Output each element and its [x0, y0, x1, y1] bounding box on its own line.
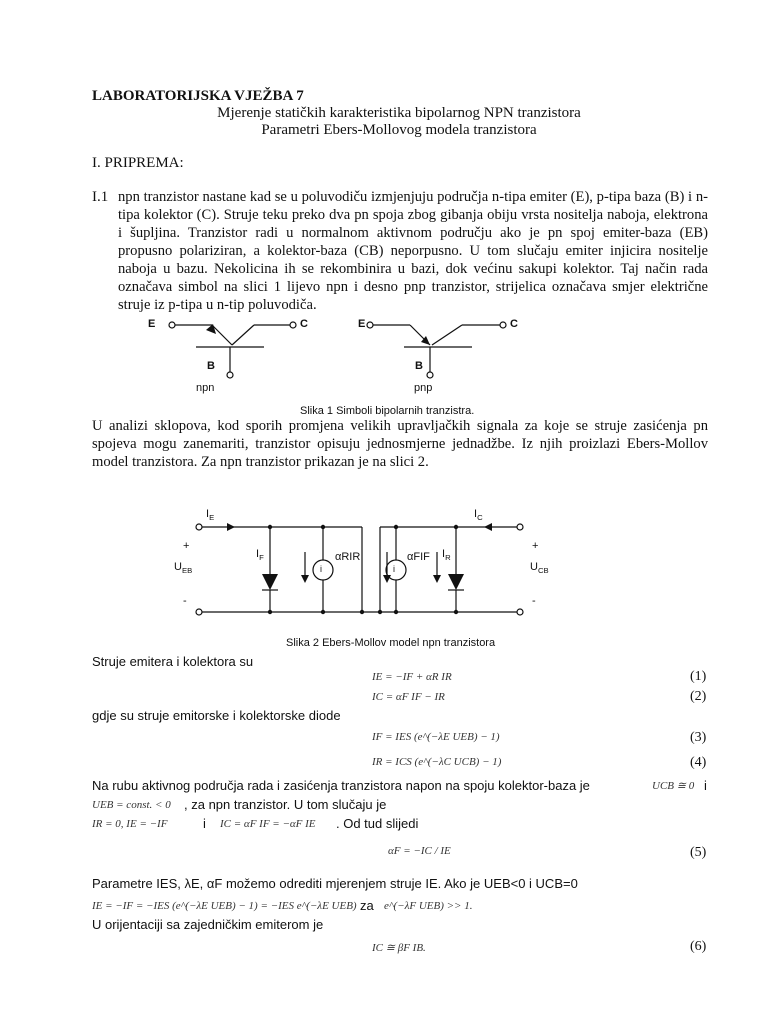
text-i-2: i	[203, 816, 206, 831]
npn-b-label: B	[207, 360, 215, 372]
arrow-ie-icon	[227, 523, 235, 531]
pnp-e-label: E	[358, 318, 366, 330]
diode-right-icon	[448, 574, 464, 590]
pnp-b-label: B	[415, 360, 423, 372]
npn-c-label: C	[300, 318, 308, 330]
para-parameters: Parametre IES, λE, αF možemo odrediti mjerenjem struje IE. Ako je UEB<0 i UCB=0	[92, 876, 578, 891]
label-alpha-f-if: αFIF	[407, 551, 430, 563]
doc-subtitle-2: Parametri Ebers-Mollovog modela tranzistora	[261, 122, 537, 138]
equation-6-number: (6)	[690, 939, 707, 954]
eq-condition: e^(−λF UEB) >> 1.	[384, 900, 473, 912]
equation-5: αF = −IC / IE	[388, 845, 451, 857]
para-analysis: U analizi sklopova, kod sporih promjena velikih upravljačkih signala za koje se struje zasićenja pn spojeva mogu zanemariti, tranzistor opisuju jednosmjerne jednadžbe. Iz njih proizlazi Ebers-Mollov model tranzistora. Za npn tranzistor prikazan je na slici 2.	[92, 418, 708, 470]
pnp-c-label: C	[510, 318, 518, 330]
para-number: I.1	[92, 189, 109, 205]
para-edge-active: Na rubu aktivnog područja rada i zasićenja tranzistora napon na spoju kolektor-baza je	[92, 778, 590, 793]
equation-2: IC = αF IF − IR	[372, 691, 445, 703]
figure-1-caption: Slika 1 Simboli bipolarnih tranzistra.	[300, 405, 475, 417]
equation-4-number: (4)	[690, 755, 707, 770]
text-za: za	[360, 898, 374, 913]
equation-2-number: (2)	[690, 689, 707, 704]
text-i-1: i	[704, 778, 707, 793]
label-ueb: $U_{EB}$	[174, 561, 193, 576]
equation-6: IC ≅ βF IB.	[372, 942, 426, 954]
equation-3-number: (3)	[690, 730, 707, 745]
label-if: $I_F$	[256, 548, 264, 563]
label-alpha-r-ir: αRIR	[335, 551, 361, 563]
npn-e-label: E	[148, 318, 156, 330]
eq-ucb-approx: UCB ≅ 0	[652, 780, 695, 792]
diode-left-icon	[262, 574, 278, 590]
text-in-that-case: , za npn tranzistor. U tom slučaju je	[184, 797, 387, 812]
source-right-glyph: i	[393, 564, 395, 574]
text-common-emitter: U orijentaciji sa zajedničkim emiterom je	[92, 917, 324, 932]
right-plus: +	[532, 540, 539, 552]
doc-subtitle-1: Mjerenje statičkih karakteristika bipolarnog NPN tranzistora	[217, 105, 581, 121]
section-heading: I. PRIPREMA:	[92, 155, 184, 171]
equation-3: IF = IES (e^(−λE UEB) − 1)	[372, 731, 500, 743]
source-left-glyph: i	[320, 564, 322, 574]
right-minus: -	[532, 595, 536, 607]
text-it-follows: . Od tud slijedi	[336, 816, 419, 831]
eq-ueb-const: UEB = const. < 0	[92, 799, 171, 811]
text-diodes: gdje su struje emitorske i kolektorske diode	[92, 708, 341, 723]
label-ic: $I_C$	[474, 508, 483, 523]
figure-2-caption: Slika 2 Ebers-Mollov model npn tranzistora	[286, 637, 496, 649]
doc-title: LABORATORIJSKA VJEŽBA 7	[92, 88, 304, 104]
equation-1-number: (1)	[690, 669, 707, 684]
eq-ir-zero: IR = 0, IE = −IF	[92, 818, 168, 830]
equation-5-number: (5)	[690, 845, 707, 860]
arrow-ic-icon	[484, 523, 492, 531]
label-ucb: $U_{CB}$	[530, 561, 549, 576]
left-plus: +	[183, 540, 190, 552]
label-ie: $I_E$	[206, 508, 215, 523]
pnp-label: pnp	[414, 382, 433, 394]
eq-ic-alpha: IC = αF IF = −αF IE	[220, 818, 316, 830]
equation-1: IE = −IF + αR IR	[372, 671, 452, 683]
text-currents: Struje emitera i kolektora su	[92, 654, 254, 669]
label-ir: $I_R$	[442, 548, 451, 563]
left-minus: -	[183, 595, 187, 607]
eq-ie-measure: IE = −IF = −IES (e^(−λE UEB) − 1) = −IES e^(−λE UEB)	[92, 900, 357, 912]
para-intro: npn tranzistor nastane kad se u poluvodiču izmjenjuju područja n-tipa emiter (E), p-tipa baza (B) i n-tipa kolektor (C). Struje teku preko dva pn spoja zbog gibanja obiju vrsta nositelja naboja, elektrona i šupljina. Tranzistor radi u normalnom aktivnom području ako je pn spoj emiter-baza (EB) propusno polariziran, a kolektor-baza (CB) neporpusno. U tom slučaju emiter injicira nositelje naboja u bazu. Nekolicina ih se rekombinira u bazi, dok većinu sakupi kolektor. Taj način rada označava simbol na slici 1 lijevo npn i desno pnp tranzistor, strijelica označava smjer električne struje iz p-tipa u n-tip poluvodiča.	[118, 189, 708, 313]
npn-label: npn	[196, 382, 215, 394]
equation-4: IR = ICS (e^(−λC UCB) − 1)	[372, 756, 502, 768]
